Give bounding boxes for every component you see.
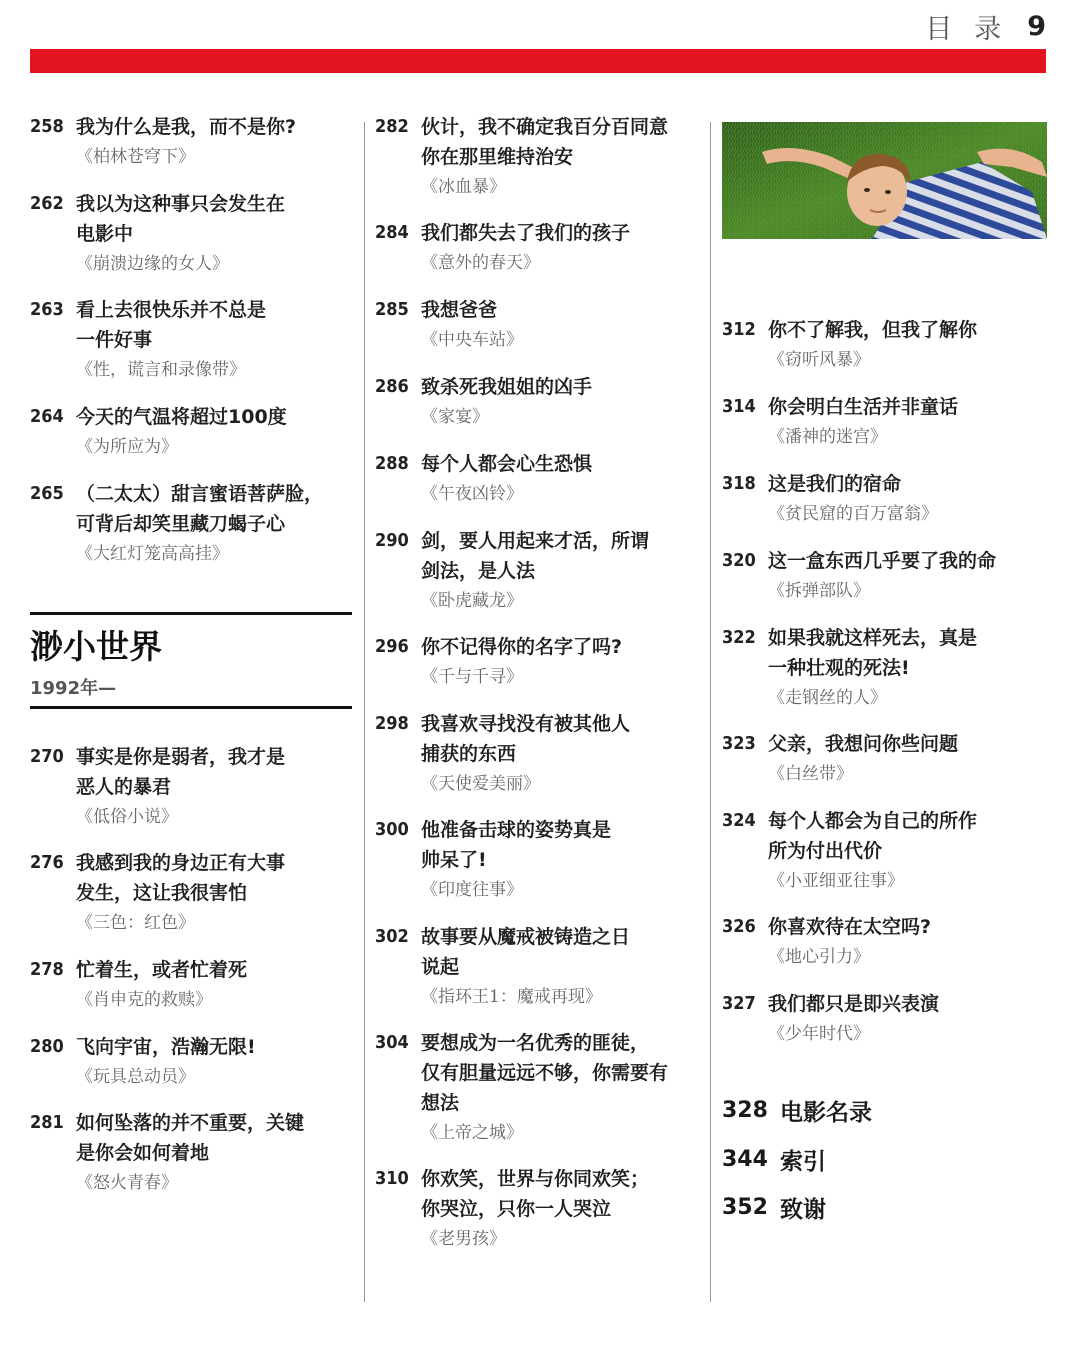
toc-entry[interactable] [375,709,695,799]
toc-entry[interactable] [375,449,695,509]
toc-entry[interactable] [375,632,695,692]
toc-entry[interactable] [375,372,695,432]
entry-title: 你不记得你的名字了吗? [421,636,623,658]
entry-title: 你喜欢待在太空吗? [768,916,932,938]
appendix-entry[interactable] [722,1094,872,1127]
entry-film: 《中央车站》 [421,330,523,350]
entry-film: 《肖申克的救赎》 [76,990,212,1010]
entry-film: 《印度往事》 [421,880,523,900]
entry-page: 265 [30,483,64,504]
toc-entry[interactable] [30,742,352,832]
page-header [925,8,1046,44]
entry-film: 《性，谎言和录像带》 [76,360,246,380]
entry-title: 事实是你是弱者，我才是 恶人的暴君 [76,746,286,798]
column-divider [710,122,711,1302]
entry-title: 我以为这种事只会发生在 电影中 [76,193,286,245]
entry-title: 我喜欢寻找没有被其他人 捕获的东西 [421,713,631,765]
appendix-entry[interactable] [722,1143,826,1176]
page-number: 9 [1027,10,1046,42]
entry-title: 致杀死我姐姐的凶手 [421,376,593,398]
section-year: 1992年— [30,678,117,699]
toc-entry[interactable] [30,402,352,462]
toc-entry[interactable] [722,315,1047,375]
entry-film: 《意外的春天》 [421,253,540,273]
entry-page: 302 [375,926,409,947]
entry-title: 忙着生，或者忙着死 [76,959,248,981]
entry-page: 263 [30,299,64,320]
entry-film: 《午夜凶铃》 [421,484,523,504]
toc-entry[interactable] [722,623,1047,713]
entry-film: 《指环王1：魔戒再现》 [421,987,602,1007]
entry-page: 262 [30,193,64,214]
entry-title: 如何坠落的并不重要，关键 是你会如何着地 [76,1112,305,1164]
entry-film: 《冰血暴》 [421,177,506,197]
entry-page: 276 [30,852,64,873]
toc-entry[interactable] [30,848,352,938]
entry-film: 《天使爱美丽》 [421,774,540,794]
entry-title: 如果我就这样死去，真是 一种壮观的死法! [768,627,978,679]
entry-page: 304 [375,1032,409,1053]
header-red-bar [30,49,1046,73]
entry-title: 这是我们的宿命 [768,473,902,495]
entry-title: 伙计，我不确定我百分百同意 你在那里维持治安 [421,116,669,168]
toc-entry[interactable] [375,1028,695,1148]
entry-page: 290 [375,530,409,551]
entry-title: 故事要从魔戒被铸造之日 说起 [421,926,631,978]
entry-title: 看上去很快乐并不总是 一件好事 [76,299,267,351]
column-divider [364,122,365,1302]
toc-entry[interactable] [30,955,352,1015]
entry-page: 312 [722,319,756,340]
appendix-title: 索引 [780,1149,826,1175]
entry-title: 今天的气温将超过100度 [76,406,287,428]
toc-entry[interactable] [722,729,1047,789]
entry-title: 我感到我的身边正有大事 发生，这让我很害怕 [76,852,286,904]
entry-film: 《低俗小说》 [76,807,178,827]
entry-title: 我们都只是即兴表演 [768,993,940,1015]
entry-page: 264 [30,406,64,427]
entry-film: 《崩溃边缘的女人》 [76,254,229,274]
entry-page: 322 [722,627,756,648]
entry-page: 282 [375,116,409,137]
entry-film: 《贫民窟的百万富翁》 [768,504,938,524]
entry-page: 323 [722,733,756,754]
entry-film: 《玩具总动员》 [76,1067,195,1087]
entry-title: 剑，要人用起来才活，所谓 剑法，是人法 [421,530,650,582]
toc-entry[interactable] [30,189,352,279]
entry-title: 他准备击球的姿势真是 帅呆了! [421,819,612,871]
entry-page: 278 [30,959,64,980]
entry-page: 327 [722,993,756,1014]
entry-film: 《千与千寻》 [421,667,523,687]
entry-page: 296 [375,636,409,657]
toc-entry[interactable] [375,1164,695,1254]
section-name: 目录 [925,13,1024,45]
toc-entry[interactable] [375,218,695,278]
section-title: 渺小世界 [30,627,162,666]
section-rule-top [30,612,352,615]
toc-entry[interactable] [375,922,695,1012]
toc-entry[interactable] [30,112,352,172]
entry-page: 300 [375,819,409,840]
entry-film: 《白丝带》 [768,764,853,784]
entry-title: 你不了解我，但我了解你 [768,319,978,341]
entry-film: 《少年时代》 [768,1024,870,1044]
entry-page: 270 [30,746,64,767]
section-rule-bottom [30,706,352,709]
entry-page: 281 [30,1112,64,1133]
entry-film: 《卧虎藏龙》 [421,591,523,611]
entry-page: 280 [30,1036,64,1057]
entry-page: 298 [375,713,409,734]
entry-page: 324 [722,810,756,831]
toc-entry[interactable] [722,546,1047,606]
entry-film: 《为所应为》 [76,437,178,457]
toc-entry[interactable] [722,469,1047,529]
entry-title: 这一盒东西几乎要了我的命 [768,550,997,572]
entry-title: 我为什么是我，而不是你? [76,116,297,138]
appendix-title: 电影名录 [780,1100,872,1126]
entry-film: 《地心引力》 [768,947,870,967]
entry-title: 每个人都会为自己的所作 所为付出代价 [768,810,978,862]
entry-film: 《拆弹部队》 [768,581,870,601]
appendix-title: 致谢 [780,1197,826,1223]
entry-film: 《小亚细亚往事》 [768,871,904,891]
entry-film: 《潘神的迷宫》 [768,427,887,447]
toc-entry[interactable] [375,815,695,905]
entry-film: 《走钢丝的人》 [768,688,887,708]
entry-title: 你会明白生活并非童话 [768,396,959,418]
entry-page: 258 [30,116,64,137]
toc-entry[interactable] [722,806,1047,896]
toc-entry[interactable] [722,912,1047,972]
entry-page: 288 [375,453,409,474]
entry-title: 我想爸爸 [421,299,498,321]
entry-film: 《三色：红色》 [76,913,195,933]
entry-title: （二太太）甜言蜜语菩萨脸， 可背后却笑里藏刀蝎子心 [76,483,324,535]
toc-entry[interactable] [30,295,352,385]
entry-page: 318 [722,473,756,494]
entry-page: 320 [722,550,756,571]
toc-entry[interactable] [722,392,1047,452]
appendix-page: 328 [722,1098,768,1123]
appendix-entry[interactable] [722,1191,826,1224]
toc-entry[interactable] [375,526,695,616]
entry-page: 286 [375,376,409,397]
entry-film: 《大红灯笼高高挂》 [76,544,229,564]
entry-title: 要想成为一名优秀的匪徒， 仅有胆量远远不够，你需要有 想法 [421,1032,669,1114]
toc-entry[interactable] [30,479,352,569]
entry-title: 飞向宇宙，浩瀚无限! [76,1036,256,1058]
entry-film: 《老男孩》 [421,1229,506,1249]
entry-film: 《怒火青春》 [76,1173,178,1193]
toc-entry[interactable] [30,1032,352,1092]
film-still-photo [722,122,1047,239]
entry-page: 314 [722,396,756,417]
toc-entry[interactable] [30,1108,352,1198]
appendix-page: 352 [722,1195,768,1220]
entry-page: 285 [375,299,409,320]
toc-entry[interactable] [722,989,1047,1049]
entry-film: 《上帝之城》 [421,1123,523,1143]
appendix-page: 344 [722,1147,768,1172]
entry-page: 326 [722,916,756,937]
entry-page: 310 [375,1168,409,1189]
entry-page: 284 [375,222,409,243]
entry-title: 你欢笑，世界与你同欢笑； 你哭泣，只你一人哭泣 [421,1168,650,1220]
entry-title: 我们都失去了我们的孩子 [421,222,631,244]
toc-entry[interactable] [375,112,695,202]
entry-film: 《柏林苍穹下》 [76,147,195,167]
entry-film: 《家宴》 [421,407,489,427]
entry-title: 每个人都会心生恐惧 [421,453,593,475]
entry-film: 《窃听风暴》 [768,350,870,370]
toc-entry[interactable] [375,295,695,355]
entry-title: 父亲，我想问你些问题 [768,733,959,755]
